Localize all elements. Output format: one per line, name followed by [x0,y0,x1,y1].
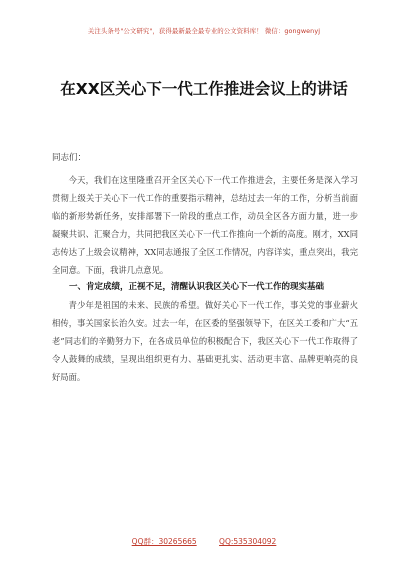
salutation: 同志们： [52,153,87,163]
footer [0,536,408,547]
qq-contact-link[interactable]: QQ:535304092 [219,537,277,546]
document-body [52,172,358,387]
document-title: 在XX区关心下一代工作推进会议上的讲话 [60,80,348,98]
paragraph: 今天，我们在这里隆重召开全区关心下一代工作推进会，主要任务是深入学习贯彻上级关于关心下一代工作的重要指示精神，总结过去一年的工作，分析当前面临的新形势新任务，安排部署下一阶段的重点工作，动员全区各方面力量，进一步凝聚共识、汇聚合力，共同把我区关心下一代工作推向一个新的高度。刚才，XX同志传达了上级会议精神，XX同志通报了全区工作情况，内容详实，重点突出，我完全同意。下面，我讲几点意见。 [52,175,358,275]
section-heading: 一、肯定成绩，正视不足，清醒认识我区关心下一代工作的现实基础 [69,282,325,293]
qq-group-link[interactable]: QQ群：30265665 [131,537,197,546]
paragraph: 青少年是祖国的未来、民族的希望。做好关心下一代工作，事关党的事业薪火相传，事关国家长治久安。过去一年，在区委的坚强领导下，在区关工委和广大“五老”同志们的辛勤努力下，在各成员单位的积极配合下，我区关心下一代工作取得了令人鼓舞的成绩，呈现出组织更有力、基础更扎实、活动更丰富、品牌更响亮的良好局面。 [52,300,358,382]
top-banner: 关注头条号"公文研究"，获得最新最全最专业的公文资料库！ 微信：gongwenyj [87,27,321,35]
